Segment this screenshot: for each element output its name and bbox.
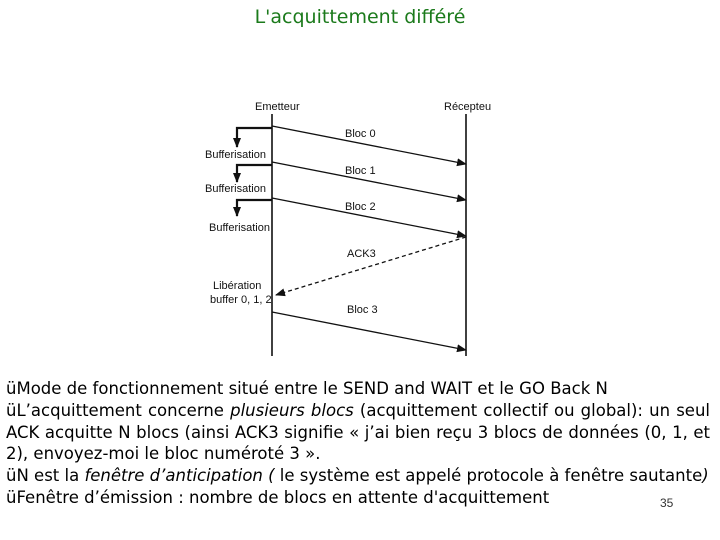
check-icon: ü [6, 466, 17, 486]
check-icon: ü [6, 379, 17, 398]
buffer-label-1: Bufferisation [205, 183, 266, 195]
buffer-hook-2 [237, 200, 272, 216]
release-label-line2: buffer 0, 1, 2 [210, 294, 272, 306]
bullet-3-close: ) [702, 466, 709, 486]
receiver-label: Récepteu [444, 101, 492, 113]
ack3-label: ACK3 [347, 248, 376, 260]
bloc1-label: Bloc 1 [345, 165, 376, 177]
bullet-4-text: Fenêtre d’émission : nombre de blocs en attente d'acquittement [16, 487, 550, 507]
bloc3-label: Bloc 3 [347, 304, 378, 316]
bloc0-label: Bloc 0 [345, 128, 376, 140]
bullet-2 [6, 400, 710, 465]
bullet-3-text-pre: N est la [16, 466, 85, 486]
bullet-3 [6, 465, 710, 487]
check-icon: ü [6, 487, 17, 507]
slide-title: L'acquittement différé [254, 6, 466, 28]
buffer-label-2: Bufferisation [209, 222, 270, 234]
sender-label: Emetteur [255, 101, 300, 113]
bullet-2-emphasis: plusieurs blocs [230, 400, 354, 420]
release-label-line1: Libération [213, 280, 262, 292]
buffer-label-0: Bufferisation [205, 149, 266, 161]
bullet-3-text-post: le système est appelé protocole à fenêtre sautante [274, 466, 703, 486]
bullet-3-emphasis: fenêtre d’anticipation ( [84, 466, 275, 486]
page-number: 35 [660, 496, 674, 510]
bullet-1 [6, 378, 710, 400]
bullet-2-text-pre: L’acquittement concerne [16, 400, 231, 420]
bullet-1-text: Mode de fonctionnement situé entre le SEND and WAIT et le GO Back N [16, 379, 608, 398]
bloc3-arrow [272, 312, 466, 350]
bullet-2-text-post: (acquittement collectif ou global): un seul ACK acquitte N blocs (ainsi ACK3 signifie « j’ai bien reçu 3 blocs de données (0, 1, et 2), envoyez-moi le bloc numéroté 3 ». [6, 400, 710, 464]
bullet-list [6, 378, 710, 509]
bullet-4 [6, 487, 710, 509]
buffer-hook-0 [237, 128, 272, 147]
buffer-hook-1 [237, 165, 272, 182]
bloc2-label: Bloc 2 [345, 201, 376, 213]
ack3-arrow [276, 237, 466, 295]
check-icon: ü [6, 400, 17, 420]
